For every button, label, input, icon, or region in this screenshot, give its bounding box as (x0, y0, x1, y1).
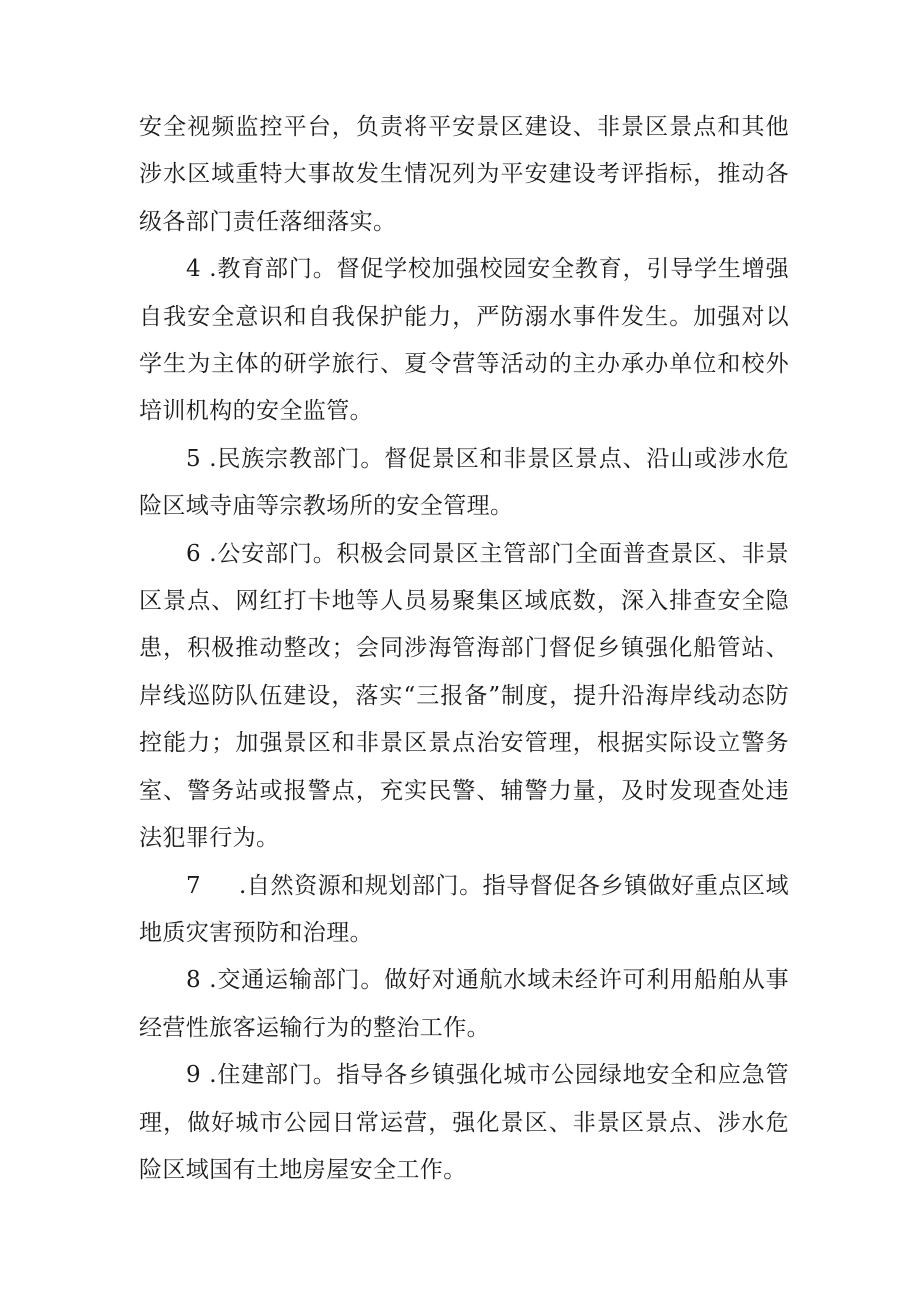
document-body (139, 104, 789, 1194)
paragraph-item-6 (139, 531, 789, 863)
item-number: 9 (186, 1062, 202, 1089)
paragraph-item-5 (139, 436, 789, 531)
paragraph-text: .自然资源和规划部门。指导督促各乡镇做好重点区域地质灾害预防和治理。 (139, 872, 789, 946)
paragraph-item-4 (139, 246, 789, 436)
item-number: 8 (186, 967, 202, 994)
paragraph-text: .公安部门。积极会同景区主管部门全面普查景区、非景区景点、网红打卡地等人员易聚集区域底数，深入排查安全隐患，积极推动整改；会同涉海管海部门督促乡镇强化船管站、岸线巡防队伍建设，落实“三报备”制度，提升沿海岸线动态防控能力；加强景区和非景区景点治安管理，根据实际设立警务室、警务站或报警点，充实民警、辅警力量，及时发现查处违法犯罪行为。 (139, 540, 789, 852)
paragraph-text: .民族宗教部门。督促景区和非景区景点、沿山或涉水危险区域寺庙等宗教场所的安全管理。 (139, 445, 789, 520)
paragraph-item-7 (139, 863, 789, 958)
paragraph-item-8 (139, 957, 789, 1052)
paragraph-text: 安全视频监控平台，负责将平安景区建设、非景区景点和其他涉水区域重特大事故发生情况列为平安建设考评指标，推动各级各部门责任落细落实。 (139, 114, 789, 235)
paragraph-text: .教育部门。督促学校加强校园安全教育，引导学生增强自我安全意识和自我保护能力，严防溺水事件发生。加强对以学生为主体的研学旅行、夏令营等活动的主办承办单位和校外培训机构的安全监管。 (139, 256, 789, 425)
paragraph-text: .交通运输部门。做好对通航水域未经许可利用船舶从事经营性旅客运输行为的整治工作。 (139, 967, 789, 1041)
paragraph-continuation (139, 104, 789, 246)
paragraph-item-9 (139, 1052, 789, 1194)
paragraph-text: .住建部门。指导各乡镇强化城市公园绿地安全和应急管理，做好城市公园日常运营，强化景区、非景区景点、涉水危险区域国有土地房屋安全工作。 (139, 1062, 789, 1183)
item-number: 6 (186, 540, 202, 567)
item-number: 5 (186, 445, 202, 472)
item-number: 4 (186, 256, 202, 283)
item-number: 7 (186, 872, 202, 899)
